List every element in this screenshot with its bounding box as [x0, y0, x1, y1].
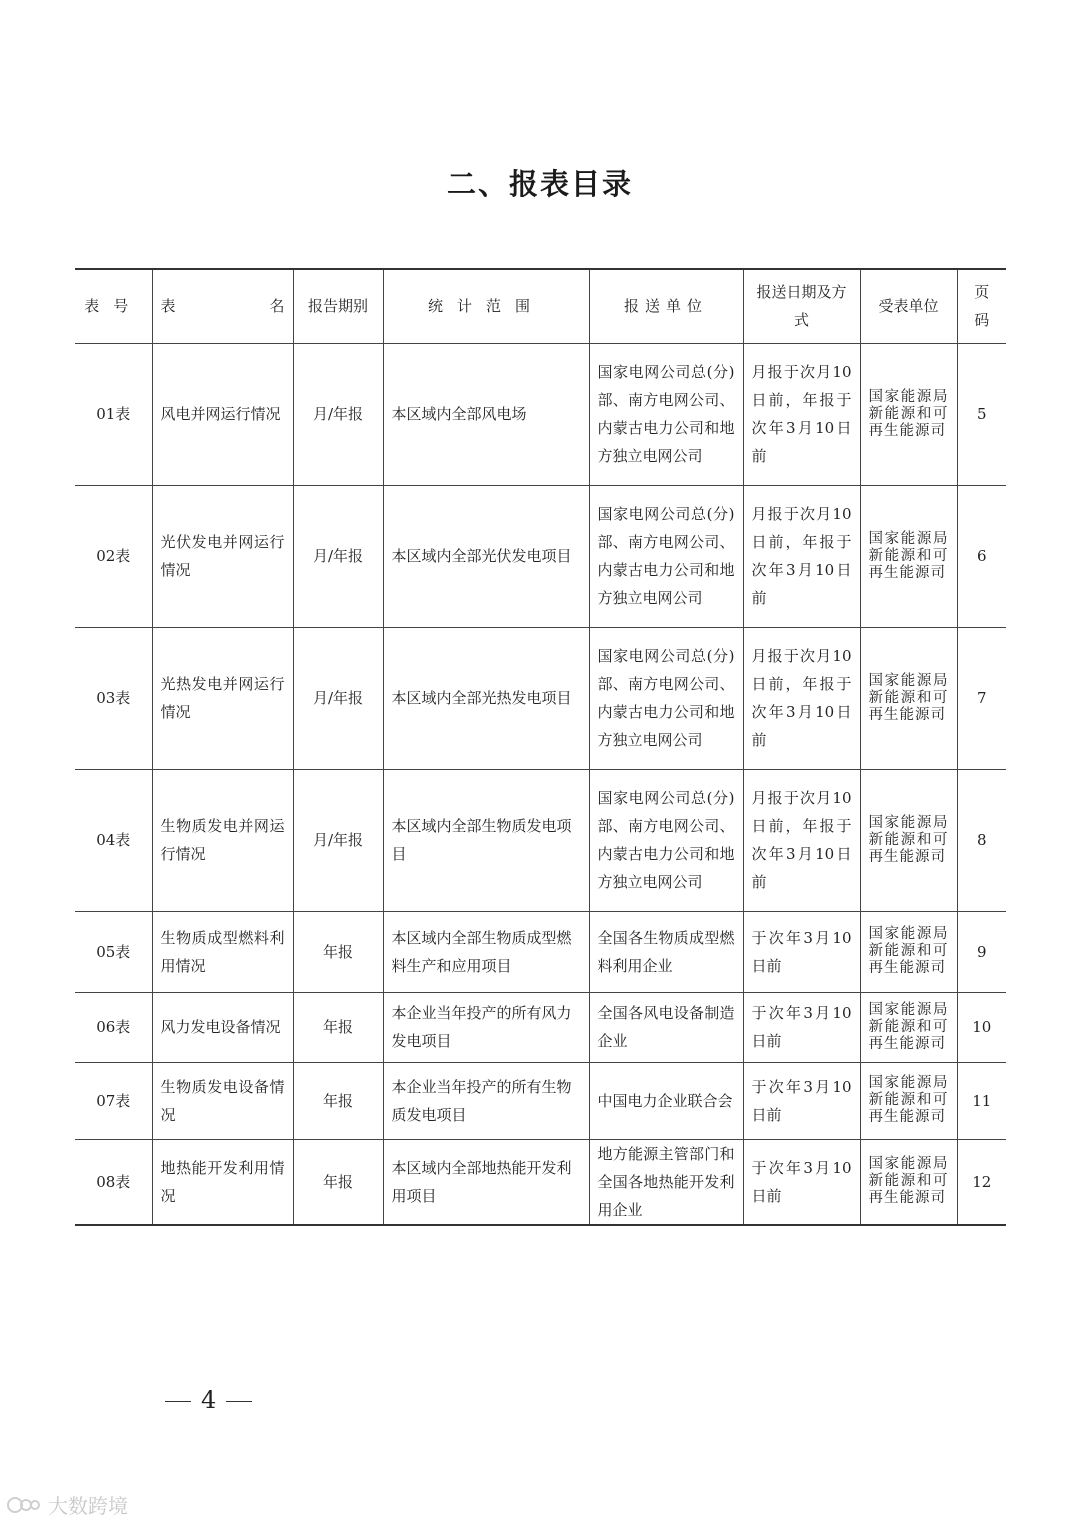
cell-page: 6 — [957, 485, 1006, 627]
cell-reporter: 中国电力企业联合会 — [589, 1062, 743, 1139]
watermark-text: 大数跨境 — [48, 1494, 128, 1518]
header-period: 报告期别 — [293, 269, 383, 343]
header-receiver: 受表单位 — [860, 269, 957, 343]
table-row — [75, 769, 1006, 911]
cell-reporter: 地方能源主管部门和全国各地热能开发利用企业 — [589, 1139, 743, 1225]
cell-scope: 本区域内全部风电场 — [383, 343, 589, 485]
cell-deadline: 月报于次月10日前，年报于次年3月10日前 — [743, 343, 860, 485]
cell-period: 年报 — [293, 911, 383, 992]
cell-page: 9 — [957, 911, 1006, 992]
cell-deadline: 月报于次月10日前，年报于次年3月10日前 — [743, 627, 860, 769]
cell-page: 8 — [957, 769, 1006, 911]
header-code: 表号 — [75, 269, 152, 343]
table-row — [75, 1062, 1006, 1139]
table-header-row — [75, 269, 1006, 343]
cell-code: 05表 — [75, 911, 152, 992]
cell-scope: 本区域内全部生物质成型燃料生产和应用项目 — [383, 911, 589, 992]
footer-dash-right — [226, 1401, 252, 1402]
table-row — [75, 627, 1006, 769]
page-footer — [155, 1386, 262, 1414]
cell-scope: 本区域内全部光伏发电项目 — [383, 485, 589, 627]
cell-page: 11 — [957, 1062, 1006, 1139]
cell-code: 03表 — [75, 627, 152, 769]
cell-name: 光热发电并网运行情况 — [152, 627, 293, 769]
cell-code: 02表 — [75, 485, 152, 627]
cell-code: 08表 — [75, 1139, 152, 1225]
table-row — [75, 911, 1006, 992]
header-name: 表名 — [152, 269, 293, 343]
cell-page: 5 — [957, 343, 1006, 485]
header-scope: 统计范围 — [383, 269, 589, 343]
cell-period: 年报 — [293, 992, 383, 1062]
cell-receiver: 国家能源局新能源和可再生能源司 — [860, 992, 957, 1062]
cell-receiver: 国家能源局新能源和可再生能源司 — [860, 343, 957, 485]
cell-scope: 本企业当年投产的所有风力发电项目 — [383, 992, 589, 1062]
cell-deadline: 于次年3月10日前 — [743, 911, 860, 992]
cell-deadline: 于次年3月10日前 — [743, 992, 860, 1062]
table-row — [75, 343, 1006, 485]
cell-page: 10 — [957, 992, 1006, 1062]
report-catalog-table — [75, 268, 1006, 1226]
cell-receiver: 国家能源局新能源和可再生能源司 — [860, 485, 957, 627]
page-number: 4 — [201, 1386, 217, 1414]
cell-code: 04表 — [75, 769, 152, 911]
cell-reporter: 全国各风电设备制造企业 — [589, 992, 743, 1062]
cell-page: 12 — [957, 1139, 1006, 1225]
cell-reporter: 国家电网公司总(分)部、南方电网公司、内蒙古电力公司和地方独立电网公司 — [589, 485, 743, 627]
cell-reporter: 全国各生物质成型燃料利用企业 — [589, 911, 743, 992]
cell-reporter: 国家电网公司总(分)部、南方电网公司、内蒙古电力公司和地方独立电网公司 — [589, 343, 743, 485]
cell-reporter: 国家电网公司总(分)部、南方电网公司、内蒙古电力公司和地方独立电网公司 — [589, 627, 743, 769]
cell-name: 生物质成型燃料利用情况 — [152, 911, 293, 992]
cell-name: 生物质发电并网运行情况 — [152, 769, 293, 911]
cell-scope: 本区域内全部地热能开发利用项目 — [383, 1139, 589, 1225]
cell-period: 年报 — [293, 1062, 383, 1139]
cell-code: 06表 — [75, 992, 152, 1062]
cell-name: 光伏发电并网运行情况 — [152, 485, 293, 627]
watermark — [6, 1490, 128, 1519]
cell-receiver: 国家能源局新能源和可再生能源司 — [860, 627, 957, 769]
cell-period: 年报 — [293, 1139, 383, 1225]
cell-period: 月/年报 — [293, 343, 383, 485]
cell-period: 月/年报 — [293, 769, 383, 911]
cell-receiver: 国家能源局新能源和可再生能源司 — [860, 1062, 957, 1139]
cell-name: 风力发电设备情况 — [152, 992, 293, 1062]
cell-name: 地热能开发利用情况 — [152, 1139, 293, 1225]
watermark-logo-icon — [6, 1493, 42, 1517]
cell-name: 生物质发电设备情况 — [152, 1062, 293, 1139]
table-row — [75, 1139, 1006, 1225]
cell-deadline: 月报于次月10日前，年报于次年3月10日前 — [743, 769, 860, 911]
footer-dash-left — [165, 1401, 191, 1402]
cell-period: 月/年报 — [293, 627, 383, 769]
header-page: 页码 — [957, 269, 1006, 343]
table-row — [75, 485, 1006, 627]
cell-receiver: 国家能源局新能源和可再生能源司 — [860, 769, 957, 911]
table-row — [75, 992, 1006, 1062]
cell-deadline: 于次年3月10日前 — [743, 1139, 860, 1225]
header-deadline: 报送日期及方式 — [743, 269, 860, 343]
cell-deadline: 于次年3月10日前 — [743, 1062, 860, 1139]
cell-scope: 本区域内全部光热发电项目 — [383, 627, 589, 769]
cell-reporter: 国家电网公司总(分)部、南方电网公司、内蒙古电力公司和地方独立电网公司 — [589, 769, 743, 911]
cell-scope: 本企业当年投产的所有生物质发电项目 — [383, 1062, 589, 1139]
header-reporter: 报送单位 — [589, 269, 743, 343]
cell-page: 7 — [957, 627, 1006, 769]
cell-name: 风电并网运行情况 — [152, 343, 293, 485]
cell-deadline: 月报于次月10日前，年报于次年3月10日前 — [743, 485, 860, 627]
cell-code: 01表 — [75, 343, 152, 485]
cell-period: 月/年报 — [293, 485, 383, 627]
cell-receiver: 国家能源局新能源和可再生能源司 — [860, 911, 957, 992]
cell-receiver: 国家能源局新能源和可再生能源司 — [860, 1139, 957, 1225]
cell-scope: 本区域内全部生物质发电项目 — [383, 769, 589, 911]
cell-code: 07表 — [75, 1062, 152, 1139]
page-title: 二、报表目录 — [446, 167, 633, 201]
